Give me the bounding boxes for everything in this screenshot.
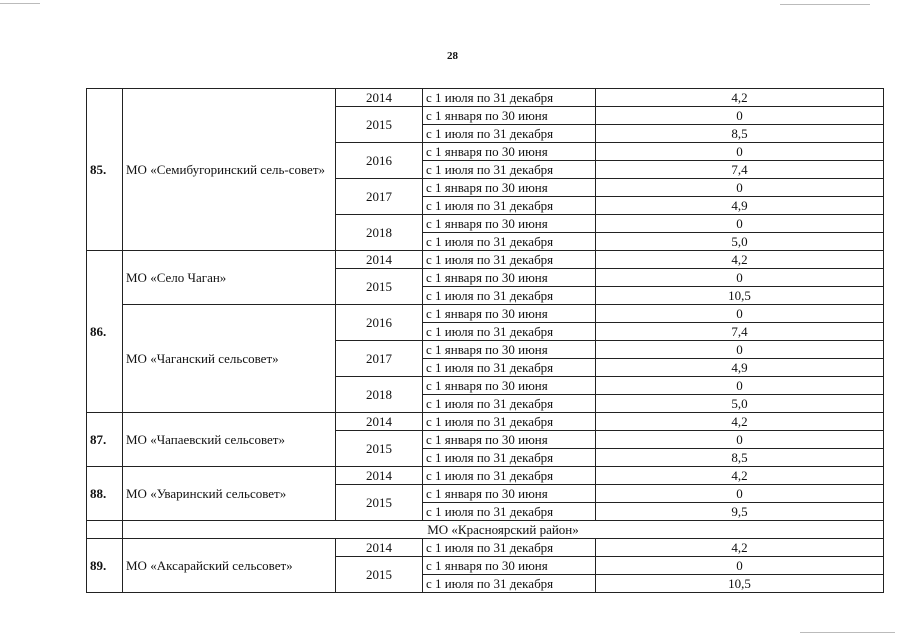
period-cell: с 1 января по 30 июня	[423, 485, 596, 503]
period-cell: с 1 января по 30 июня	[423, 557, 596, 575]
value-cell: 7,4	[596, 161, 884, 179]
scan-artifact	[800, 632, 895, 633]
period-cell: с 1 января по 30 июня	[423, 305, 596, 323]
period-cell: с 1 января по 30 июня	[423, 215, 596, 233]
value-cell: 0	[596, 107, 884, 125]
period-cell: с 1 июля по 31 декабря	[423, 161, 596, 179]
period-cell: с 1 июля по 31 декабря	[423, 413, 596, 431]
period-cell: с 1 июля по 31 декабря	[423, 539, 596, 557]
year-cell: 2014	[336, 467, 423, 485]
year-cell: 2017	[336, 179, 423, 215]
value-cell: 10,5	[596, 575, 884, 593]
table-row	[87, 539, 884, 557]
value-cell: 4,2	[596, 413, 884, 431]
year-cell: 2018	[336, 377, 423, 413]
municipality-name: МО «Уваринский сельсовет»	[123, 467, 336, 521]
period-cell: с 1 июля по 31 декабря	[423, 251, 596, 269]
municipality-name: МО «Аксарайский сельсовет»	[123, 539, 336, 593]
municipality-name: МО «Село Чаган»	[123, 251, 336, 305]
period-cell: с 1 июля по 31 декабря	[423, 575, 596, 593]
value-cell: 5,0	[596, 395, 884, 413]
value-cell: 0	[596, 485, 884, 503]
year-cell: 2014	[336, 251, 423, 269]
region-header-row	[87, 521, 884, 539]
region-header: МО «Красноярский район»	[123, 521, 884, 539]
value-cell: 0	[596, 269, 884, 287]
row-number: 87.	[87, 413, 123, 467]
value-cell: 8,5	[596, 125, 884, 143]
municipality-name: МО «Чаганский сельсовет»	[123, 305, 336, 413]
row-number: 85.	[87, 89, 123, 251]
scan-artifact	[0, 3, 40, 4]
period-cell: с 1 января по 30 июня	[423, 377, 596, 395]
period-cell: с 1 июля по 31 декабря	[423, 323, 596, 341]
value-cell: 0	[596, 143, 884, 161]
year-cell: 2018	[336, 215, 423, 251]
period-cell: с 1 января по 30 июня	[423, 341, 596, 359]
value-cell: 4,2	[596, 251, 884, 269]
row-number: 89.	[87, 539, 123, 593]
tariff-table	[86, 88, 884, 593]
period-cell: с 1 июля по 31 декабря	[423, 287, 596, 305]
value-cell: 4,2	[596, 539, 884, 557]
table-row	[87, 89, 884, 107]
period-cell: с 1 июля по 31 декабря	[423, 449, 596, 467]
value-cell: 0	[596, 431, 884, 449]
period-cell: с 1 июля по 31 декабря	[423, 125, 596, 143]
year-cell: 2014	[336, 89, 423, 107]
period-cell: с 1 июля по 31 декабря	[423, 467, 596, 485]
year-cell: 2014	[336, 539, 423, 557]
table-row	[87, 251, 884, 269]
row-number: 88.	[87, 467, 123, 521]
value-cell: 4,9	[596, 359, 884, 377]
period-cell: с 1 января по 30 июня	[423, 269, 596, 287]
value-cell: 4,2	[596, 467, 884, 485]
period-cell: с 1 июля по 31 декабря	[423, 359, 596, 377]
municipality-name: МО «Семибугоринский сель-совет»	[123, 89, 336, 251]
year-cell: 2015	[336, 269, 423, 305]
year-cell: 2014	[336, 413, 423, 431]
year-cell: 2016	[336, 305, 423, 341]
value-cell: 10,5	[596, 287, 884, 305]
table-row	[87, 305, 884, 323]
value-cell: 9,5	[596, 503, 884, 521]
period-cell: с 1 июля по 31 декабря	[423, 395, 596, 413]
value-cell: 0	[596, 215, 884, 233]
value-cell: 0	[596, 341, 884, 359]
municipality-name: МО «Чапаевский сельсовет»	[123, 413, 336, 467]
row-number: 86.	[87, 251, 123, 413]
year-cell: 2016	[336, 143, 423, 179]
value-cell: 4,9	[596, 197, 884, 215]
period-cell: с 1 января по 30 июня	[423, 107, 596, 125]
value-cell: 4,2	[596, 89, 884, 107]
period-cell: с 1 января по 30 июня	[423, 143, 596, 161]
table-row	[87, 467, 884, 485]
value-cell: 0	[596, 377, 884, 395]
period-cell: с 1 июля по 31 декабря	[423, 233, 596, 251]
region-header-blank	[87, 521, 123, 539]
year-cell: 2015	[336, 431, 423, 467]
year-cell: 2015	[336, 485, 423, 521]
scan-artifact	[780, 4, 870, 5]
period-cell: с 1 января по 30 июня	[423, 179, 596, 197]
period-cell: с 1 июля по 31 декабря	[423, 89, 596, 107]
value-cell: 0	[596, 305, 884, 323]
value-cell: 0	[596, 179, 884, 197]
page-number: 28	[447, 50, 458, 62]
year-cell: 2017	[336, 341, 423, 377]
value-cell: 7,4	[596, 323, 884, 341]
period-cell: с 1 июля по 31 декабря	[423, 197, 596, 215]
year-cell: 2015	[336, 557, 423, 593]
value-cell: 0	[596, 557, 884, 575]
year-cell: 2015	[336, 107, 423, 143]
period-cell: с 1 января по 30 июня	[423, 431, 596, 449]
value-cell: 8,5	[596, 449, 884, 467]
table-row	[87, 413, 884, 431]
value-cell: 5,0	[596, 233, 884, 251]
period-cell: с 1 июля по 31 декабря	[423, 503, 596, 521]
